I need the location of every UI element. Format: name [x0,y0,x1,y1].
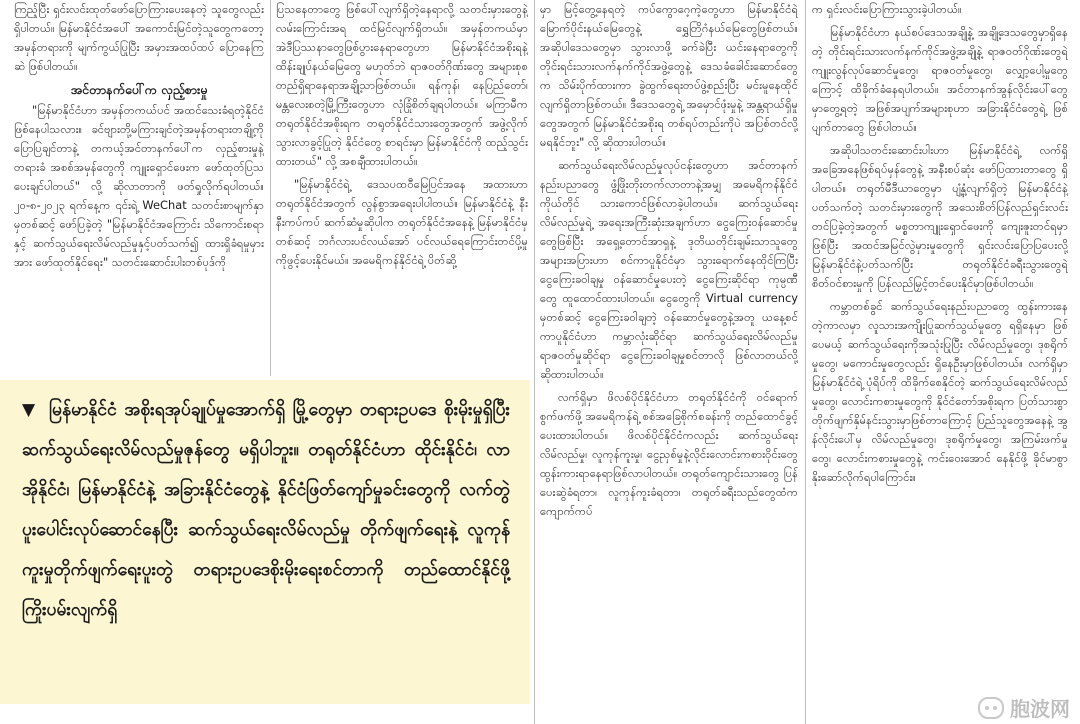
paragraph: ပြသနေတာတွေ ဖြစ်ပေါ်လျက်ရှိတဲ့နေရာလို့ သတင်းမှားတွေနဲ့ လမ်းကြောင်းအရ ထင်မြင်လျက်ရှိတယ်။ အမှန်တကယ်မှာ အဲဒီပြဿနာတွေဖြစ်ပွားနေရာတွေဟာ မြန်မာနိုင်ငံအစိုးရနဲ့ ထိန်းချုပ်နယ်မြေတွေ မဟုတ်ဘဲ ရာဇဝတ်ဂိုဏ်းတွေ အများစုစတည်ရှိရာနေရာအချို့သာဖြစ်တယ်။ ရန်ကုန်၊ နေပြည်တော်၊ မန္တလေးစတဲ့မြို့ကြီးတွေဟာ လုံခြုံစိတ်ချရပါတယ်။ မကြာမီက တရုတ်နိုင်ငံအစိုးရက တရုတ်နိုင်ငံသားတွေအတွက် အဖွဲ့လိုက်သွားလာခွင့်ပြုတဲ့ နိုင်ငံတွေ စာရင်းမှာ မြန်မာနိုင်ငံကို ထည့်သွင်းထားတယ်" လို့ အစချီထားပါတယ်။ [276,2,528,168]
paragraph: အဆိုပါသတင်းဆောင်းပါးဟာ မြန်မာနိုင်ငံရဲ့ လက်ရှိအခြေအနေဖြစ်ရပ်မှန်တွေနဲ့ အနီးစပ်ဆုံး ဖော်ပြထားတာတွေ ရှိပါတယ်။ တရုတ်မီဒီယာတွေမှာ ပျံ့နှံ့လျက်ရှိတဲ့ မြန်မာနိုင်ငံနဲ့ပတ်သက်တဲ့ သတင်းမှားတွေကို အသေးစိတ်ပြန်လည်ရှင်းလင်းတင်ပြခဲ့တဲ့အတွက် မစ္စတာကျူးရှောင်ဖေးကို ကျေးဇူးတင်ရမှာဖြစ်ပြီး အထင်အမြင်လွဲမှားမှုတွေကို ရှင်းလင်းပြောပြပေးလို့ မြန်မာနိုင်ငံနဲ့ပတ်သက်ပြီး တရုတ်နိုင်ငံခရီးသွားတွေရဲ့ စိတ်ဝင်စားမှုကို ပြန်လည်မြှင့်တင်ပေးနိုင်မှာဖြစ်ပါတယ်။ [812,143,1068,290]
paragraph: မြန်မာနိုင်ငံဟာ နယ်စပ်ဒေသအချို့နဲ့ အချို့ဒေသတွေမှာရှိနေတဲ့ တိုင်းရင်းသားလက်နက်ကိုင်အဖွဲ့အချို့နဲ့ ရာဇဝတ်ဂိုဏ်းတွေရဲ့ ကျူးလွန်လုပ်ဆောင်မှုတွေ၊ ရာဇဝတ်မှုတွေ၊ လျှော့ပေါ့မှုတွေကြောင့် ထိခိုက်ခံနေရပါတယ်။ အင်တာနက်အွန်လိုင်းပေါ်တွေမှာတွေ့ရတဲ့ အဖြစ်အပျက်အများစုဟာ အခြားနိုင်ငံတွေရဲ့ ဖြစ်ပျက်တာတွေ ဖြစ်ပါတယ်။ [812,25,1068,134]
triangle-marker-icon: ▼ [22,400,36,420]
column-divider [805,0,806,724]
pull-quote-text [22,390,510,630]
wechat-icon [978,697,1004,719]
paragraph: လက်ရှိမှာ ဖိလစ်ပိုင်နိုင်ငံဟာ တရုတ်နိုင်ငံကို ဝင်ရောက်စွက်ဖက်ဖို့ အမေရိကန်ရဲ့ စစ်အခြေစိုက်စခန်းကို တည်ထောင်ခွင့်ပေးထားပါတယ်။ ဖိလစ်ပိုင်နိုင်ငံကလည်း ဆက်သွယ်ရေးလိမ်လည်မှု၊ လူကုန်ကူးမှု၊ ငွေညှစ်မှုနဲ့လိုင်းလောင်းကစားဝိုင်းတွေ ထွန်းကားရာနေရာဖြစ်လာပါတယ်။ တရုတ်ကျောင်းသားတွေ ပြန်ပေးဆွဲခံရတာ၊ လူကုန်ကူးခံရတာ၊ တရုတ်ခရီးသည်တွေထံက ကျောက်ကပ် [540,390,798,518]
paragraph: "မြန်မာနိုင်ငံဟာ အမှန်တကယ်ပင် အထင်သေးခံရတဲ့နိုင်ငံဖြစ်နေပါသလား။ ခင်ဗျားတို့မကြားချင်တဲ့အမှန်တရားတချို့ကို ပြောပြချင်တာနဲ့ တကယ့်အင်တာနက်ပေါ်က လှည့်စားမှုနဲ့ တရားခံ အစစ်အမှန်တွေကို ကျူးရှောင်ဖေးက ဖော်ထုတ်ပြသပေးချင်ပါတယ်" လို့ ဆိုလာတာကို ဖတ်ရှုလိုက်ရပါတယ်။ ၂၀-၈-၂၀၂၃ ရက်နေ့က ၎င်းရဲ့ WeChat သတင်းစာမျက်နှာမှတစ်ဆင့် ဖော်ပြခဲ့တဲ့ "မြန်မာနိုင်ငံအကြောင်း သိကောင်းစရာနှင့် ဆက်သွယ်ရေးလိမ်လည်မှုနှင့်ပတ်သက်၍ ထားရှိခံရမှုမှားအား ဖော်ထုတ်နိုင်ရေး" သတင်းဆောင်းပါးတစ်ပုဒ်ကို [14,103,264,269]
pull-quote-box [0,380,530,704]
article-column-2 [276,0,528,376]
paragraph: "မြန်မာနိုင်ငံရဲ့ ဒေသပထဝီမြေပြင်အနေ အထားဟာ တရုတ်နိုင်ငံအတွက် လွန်စွာအရေးပါပါတယ်။ မြန်မာနိုင်ငံနဲ့ နီးနီးကပ်ကပ် ဆက်ဆံမှုဆိုပါက တရုတ်နိုင်ငံအနေနဲ့ မြန်မာနိုင်ငံမှတစ်ဆင့် ဘင်္ဂလားပင်လယ်အော် ပင်လယ်ရေကြောင်းတင်ပို့မှုကိုဖွင့်ပေးနိုင်မယ်။ အမေရိကန်နိုင်ငံရဲ့ ပိတ်ဆို့ [276,177,528,267]
column-divider [270,0,271,376]
paragraph: ဆက်သွယ်ရေးလိမ်လည်မှုလုပ်ငန်းတွေဟာ အင်တာနက်နည်းပညာတွေ ဖွံ့ဖြိုးတိုးတက်လာတာနဲ့အမျှ အမေရိကန်နိုင်ငံကိုယ်တိုင် သားကောင်ဖြစ်လာခဲ့ပါတယ်။ ဆက်သွယ်ရေးလိမ်လည်မှုရဲ့ အရေးအကြီးဆုံးအချက်ဟာ ငွေကြေးဝန်ဆောင်မှုတွေဖြစ်ပြီး အရှေ့တောင်အာရှနဲ့ ဒုတိယတိုင်းချမ်းသာသူတွေ အများအပြားဟာ စင်ကာပူနိုင်ငံမှာ သွားရောက်နေထိုင်ကြပြီး ငွေကြေးခဝါချမှု ဝန်ဆောင်မှုပေးတဲ့ ငွေကြေးဆိုင်ရာ ကုမ္ပဏီတွေ ထူထောင်ထားပါတယ်။ ငွေတွေကို Virtual currency မှတစ်ဆင့် ငွေကြေးခဝါချတဲ့ ဝန်ဆောင်မှုတွေနဲ့အတူ ယနေ့စင်ကာပူနိုင်ငံဟာ ကမ္ဘာလုံးဆိုင်ရာ ဆက်သွယ်ရေးလိမ်လည်မှု ရာဇဝတ်မှုဆိုင်ရာ ငွေကြေးခဝါချမှုစင်တာလို ဖြစ်လာတယ်လို့ ဆိုထားပါတယ်။ [540,158,798,381]
pull-quote-body: မြန်မာနိုင်ငံ အစိုးရအုပ်ချုပ်မှုအောက်ရှိ မြို့တွေမှာ တရားဥပဒေ စိုးမိုးမှုရှိပြီး ဆက်သွယ်ရေးလိမ်လည်မှုဇုန်တွေ မရှိပါဘူး။ တရုတ်နိုင်ငံဟာ ထိုင်းနိုင်ငံ၊ လာအိုနိုင်ငံ၊ မြန်မာနိုင်ငံနဲ့ အခြားနိုင်ငံတွေနဲ့ နိုင်ငံဖြတ်ကျော်မှုခင်းတွေကို လက်တွဲပူးပေါင်းလုပ်ဆောင်နေပြီး ဆက်သွယ်ရေးလိမ်လည်မှု တိုက်ဖျက်ရေးနဲ့ လူကုန်ကူးမှုတိုက်ဖျက်ရေးပူးတွဲ တရားဥပဒေစိုးမိုးရေးစင်တာကို တည်ထောင်နိုင်ဖို့ ကြိုးပမ်းလျက်ရှိ [22,400,510,620]
article-column-3 [540,0,798,724]
paragraph: က ရှင်းလင်းပြောကြားသွားခဲ့ပါတယ်။ [812,2,962,16]
watermark [978,693,1070,722]
watermark-text: 胞波网 [1010,697,1070,721]
article-column-1 [14,0,264,376]
article-column-4 [812,0,1068,724]
section-heading: အင်တာနက်ပေါ်က လှည့်စားမှု [70,82,208,97]
paragraph: မှာ မြင့်တွေ့နေရတဲ့ ကပ်ကွောဂေ့ကဲ့တွေဟာ မြန်မာနိုင်ငံရဲ့ မြောက်ပိုင်းနယ်မြေတွေနဲ့ ရွှေတြိဂံနယ်မြေတွေဖြစ်တယ်။ အဆိုပါဒေသတွေမှာ သွားလာဖို့ ခက်ခဲပြီး ယင်းနေရာတွေကို တိုင်းရင်းသားလက်နက်ကိုင်အဖွဲ့တွေနဲ့ ဒေသခံခေါင်းဆောင်တွေက သိမ်းပိုက်ထားကာ ခွဲထွက်ရေးတပ်ဖွဲ့စည်းပြီး မင်းမူနေထိုင်လျက်ရှိတာဖြစ်တယ်။ ဒီဒေသတွေရဲ့ အမှောင်ဖုံးမှုနဲ့ အန္တရာယ်ရှိမှုတွေအတွက် မြန်မာနိုင်ငံအစိုးရ တစ်ရပ်တည်းကိုပဲ အပြစ်တင်လို့ မရနိုင်ဘူး" လို့ ဆိုထားပါတယ်။ [540,2,798,149]
paragraph: ကြည့်ပြီး ရှင်းလင်းထုတ်ဖော်ပြောကြားပေးနေတဲ့ သူတွေလည်းရှိပါတယ်။ မြန်မာနိုင်ငံအပေါ် အကောင်းမြင်တဲ့သူတွေကတော့ အမှန်တရားကို မျက်ကွယ်ပြုပြီး အမှားအထပ်ထပ် ပြောနေကြဆဲ ဖြစ်ပါတယ်။ [14,2,264,73]
column-divider [534,0,535,724]
paragraph: ကမ္ဘာတစ်ခွင် ဆက်သွယ်ရေးနည်းပညာတွေ ထွန်းကားနေတဲ့ကာလမှာ လူသားအကျိုးပြုဆက်သွယ်မှုတွေ ရရှိနေမှာ ဖြစ်ပေမယ့် ဆက်သွယ်ရေးကိုအသုံးပြုပြီး လိမ်လည်မှုတွေ၊ ဒုစရိုက်မှုတွေ၊ မကောင်းမှုတွေလည်း ရှိနေဦးမှာဖြစ်ပါတယ်။ လက်ရှိမှာ မြန်မာနိုင်ငံရဲ့ ပုံရိပ်ကို ထိခိုက်စေနိုင်တဲ့ ဆက်သွယ်ရေးလိမ်လည်မှုတွေ၊ လောင်းကစားမှုတွေကို နိုင်ငံတော်အစိုးရက ပြတ်သားစွာ တိုက်ဖျက်နှိမ်နင်းသွားမှာဖြစ်တာကြောင့် ပြည်သူတွေအနေနဲ့ အွန်လိုင်းပေါ်မှ လိမ်လည်မှုတွေ၊ ဒုစရိုက်မှုတွေ၊ အကြမ်းဖက်မှုတွေ၊ လောင်းကစားမှုတွေနဲ့ ကင်းဝေးအောင် နေနိုင်ဖို့ ခိုင်မာစွာ နိုးဆော်လိုက်ရပါကြောင်း။ [812,299,1068,484]
